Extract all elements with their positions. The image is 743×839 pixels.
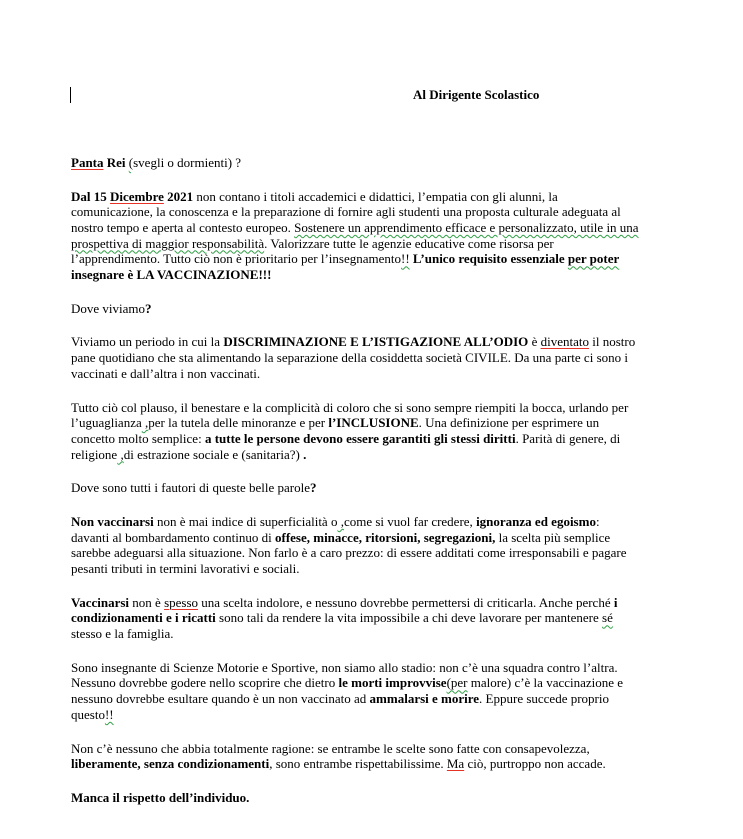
text-run: una scelta indolore, e nessuno dovrebbe permettersi di criticarla. Anche perché bbox=[198, 594, 614, 610]
text-run: . Parità di genere, di bbox=[515, 430, 621, 446]
recipient-heading: Al Dirigente Scolastico bbox=[413, 87, 540, 102]
text-run: . Valorizzare tutte le agenzie educative come risorsa per bbox=[264, 235, 554, 251]
text-run: Viviamo un periodo in cui la bbox=[71, 334, 224, 350]
text-line bbox=[71, 334, 743, 350]
text-run: , sono entrambe rispettabilissime. bbox=[269, 756, 447, 772]
text-run: nessuno dovrebbe esultare quando è un non vaccinato ad bbox=[71, 691, 370, 707]
text-line bbox=[71, 545, 743, 561]
text-line bbox=[71, 610, 743, 626]
text-run: Sono insegnante di Scienze Motorie e Sportive, non siamo allo stadio: non c’è una squadra contro l’altra. bbox=[71, 659, 618, 675]
paragraph bbox=[71, 741, 743, 772]
text-line bbox=[71, 741, 743, 757]
text-run: vaccinati e dall’altra i non vaccinati. bbox=[71, 365, 261, 381]
text-line bbox=[71, 595, 743, 611]
spelling-flagged-word: Ma bbox=[446, 756, 465, 772]
text-run: come si vuol far credere, bbox=[343, 513, 477, 529]
text-run: è bbox=[528, 334, 541, 350]
grammar-flagged-text: Sostenere un apprendimento efficace e personalizzato, utile in una bbox=[294, 220, 639, 236]
paragraph bbox=[71, 790, 743, 806]
text-line bbox=[71, 514, 743, 530]
text-run: svegli o dormienti) ? bbox=[133, 154, 242, 170]
grammar-flagged-text: , bbox=[117, 446, 124, 462]
text-line bbox=[71, 350, 743, 366]
grammar-flagged-text: (per bbox=[446, 675, 468, 691]
text-run: per la tutela delle minoranze e per bbox=[148, 415, 329, 431]
text-line bbox=[71, 447, 743, 463]
text-run: l’apprendimento. Tutto ciò non è prioritario per l’insegnamento bbox=[71, 251, 401, 267]
text-line bbox=[71, 561, 743, 577]
text-run: il nostro bbox=[588, 334, 636, 350]
text-line bbox=[71, 155, 743, 171]
bold-text: Non vaccinarsi bbox=[71, 513, 154, 529]
bold-text: Rei bbox=[103, 154, 129, 170]
text-run: Non c’è nessuno che abbia totalmente ragione: se entrambe le scelte sono fatte con consapevolezza, bbox=[71, 740, 590, 756]
text-line bbox=[71, 189, 743, 205]
text-line bbox=[71, 220, 743, 236]
text-run: concetto molto semplice: bbox=[71, 430, 205, 446]
bold-text: a tutte le persone devono essere garantiti gli stessi diritti bbox=[204, 430, 516, 446]
text-run: non contano i titoli accademici e didattici, l’empatia con gli alunni, la bbox=[193, 188, 558, 204]
bold-text: insegnare è LA VACCINAZIONE!!! bbox=[71, 267, 272, 283]
text-line bbox=[71, 660, 743, 676]
grammar-flagged-text: , bbox=[337, 513, 344, 529]
bold-text: DISCRIMINAZIONE E L’ISTIGAZIONE ALL’ODIO bbox=[223, 334, 529, 350]
bold-text: ignoranza ed egoismo bbox=[476, 513, 596, 529]
paragraph bbox=[71, 660, 743, 723]
bold-text: condizionamenti e i ricatti bbox=[71, 610, 216, 626]
bold-text: l’INCLUSIONE bbox=[328, 415, 419, 431]
paragraph bbox=[71, 480, 743, 496]
text-run: davanti al bombardamento continuo di bbox=[71, 529, 275, 545]
text-cursor bbox=[70, 87, 71, 103]
text-line bbox=[71, 707, 743, 723]
text-line bbox=[71, 366, 743, 382]
bold-text: ammalarsi e morire bbox=[369, 691, 480, 707]
bold-text: i bbox=[613, 594, 618, 610]
paragraph bbox=[71, 514, 743, 577]
text-run: religione bbox=[71, 446, 118, 462]
bold-text: offese, minacce, ritorsioni, segregazioni, bbox=[274, 529, 496, 545]
paragraph bbox=[71, 595, 743, 642]
grammar-flagged-text: sé bbox=[602, 610, 613, 626]
grammar-flagged-text: per poter bbox=[567, 251, 620, 267]
text-run: . Una definizione per esprimere un bbox=[418, 415, 600, 431]
bold-text: L’unico requisito essenziale bbox=[412, 251, 568, 267]
text-line bbox=[71, 301, 743, 317]
document-body[interactable] bbox=[71, 155, 743, 806]
text-run: malore) c’è la vaccinazione e bbox=[467, 675, 624, 691]
text-run: di estrazione sociale e (sanitaria?) bbox=[123, 446, 304, 462]
text-line bbox=[71, 530, 743, 546]
paragraph bbox=[71, 334, 743, 381]
bold-text: Manca il rispetto dell’individuo. bbox=[71, 789, 250, 805]
text-line bbox=[71, 236, 743, 252]
grammar-flagged-text: ( bbox=[128, 154, 134, 170]
bold-text: le morti improvvise bbox=[338, 675, 447, 691]
text-run: . Eppure succede proprio bbox=[479, 691, 609, 707]
text-run: : bbox=[595, 513, 600, 529]
text-line bbox=[71, 790, 743, 806]
bold-text: ? bbox=[145, 300, 152, 316]
bold-text: Dal 15 bbox=[71, 188, 110, 204]
text-line bbox=[71, 251, 743, 267]
text-run: comunicazione, la conoscenza e la preparazione di fornire agli studenti una proposta culturale adeguata al bbox=[71, 204, 621, 220]
text-line bbox=[71, 267, 743, 283]
text-run: stesso e la famiglia. bbox=[71, 626, 174, 642]
text-line bbox=[71, 204, 743, 220]
bold-text: ? bbox=[310, 480, 317, 496]
text-run: questo bbox=[71, 706, 105, 722]
bold-text: liberamente, senza condizionamenti bbox=[71, 756, 270, 772]
text-line bbox=[71, 626, 743, 642]
text-line bbox=[71, 756, 743, 772]
text-line bbox=[71, 400, 743, 416]
paragraph bbox=[71, 400, 743, 463]
spelling-flagged-word: Dicembre bbox=[110, 188, 164, 204]
header-line bbox=[71, 87, 743, 103]
text-line bbox=[71, 431, 743, 447]
spelling-flagged-word: spesso bbox=[164, 594, 199, 610]
text-run: sono tali da rendere la vita impossibile a chi deve lavorare per mantenere bbox=[215, 610, 603, 626]
spelling-flagged-word: Panta bbox=[71, 154, 104, 170]
paragraph bbox=[71, 155, 743, 171]
text-run: Dove sono tutti i fautori di queste belle parole bbox=[71, 480, 310, 496]
text-line bbox=[71, 691, 743, 707]
text-run: nostro tempo e aperta al contesto europeo. bbox=[71, 220, 295, 236]
bold-text: . bbox=[303, 446, 307, 462]
text-run: l’uguaglianza bbox=[71, 415, 142, 431]
text-run: non è bbox=[129, 594, 165, 610]
paragraph bbox=[71, 189, 743, 283]
bold-text: 2021 bbox=[163, 188, 194, 204]
text-run: non è mai indice di superficialità o bbox=[153, 513, 338, 529]
text-line bbox=[71, 415, 743, 431]
text-run: Tutto ciò col plauso, il benestare e la complicità di coloro che si sono sempre riempiti la bocca, urlando per bbox=[71, 399, 629, 415]
text-run: ciò, purtroppo non accade. bbox=[464, 756, 606, 772]
text-run: pane quotidiano che sta alimentando la separazione della cosiddetta società CIVILE. Da una parte ci sono i bbox=[71, 350, 628, 366]
text-run: Nessuno dovrebbe godere nello scoprire che dietro bbox=[71, 675, 339, 691]
grammar-flagged-text: , bbox=[141, 415, 149, 431]
grammar-flagged-text: !! bbox=[104, 706, 114, 722]
paragraph bbox=[71, 301, 743, 317]
text-line bbox=[71, 480, 743, 496]
text-run: sarebbe adeguarsi alla situazione. Non farlo è a caro prezzo: di essere additati come irresponsabili e pagare bbox=[71, 545, 627, 561]
spelling-flagged-word: diventato bbox=[540, 334, 589, 350]
bold-text: Vaccinarsi bbox=[71, 594, 130, 610]
text-run: pesanti tributi in termini lavorativi e sociali. bbox=[71, 561, 300, 577]
grammar-flagged-text: !! bbox=[401, 251, 410, 267]
text-run: la scelta più semplice bbox=[495, 529, 611, 545]
text-line bbox=[71, 675, 743, 691]
text-run: Dove viviamo bbox=[71, 300, 146, 316]
grammar-flagged-text: prospettiva di maggior responsabilità bbox=[71, 235, 265, 251]
